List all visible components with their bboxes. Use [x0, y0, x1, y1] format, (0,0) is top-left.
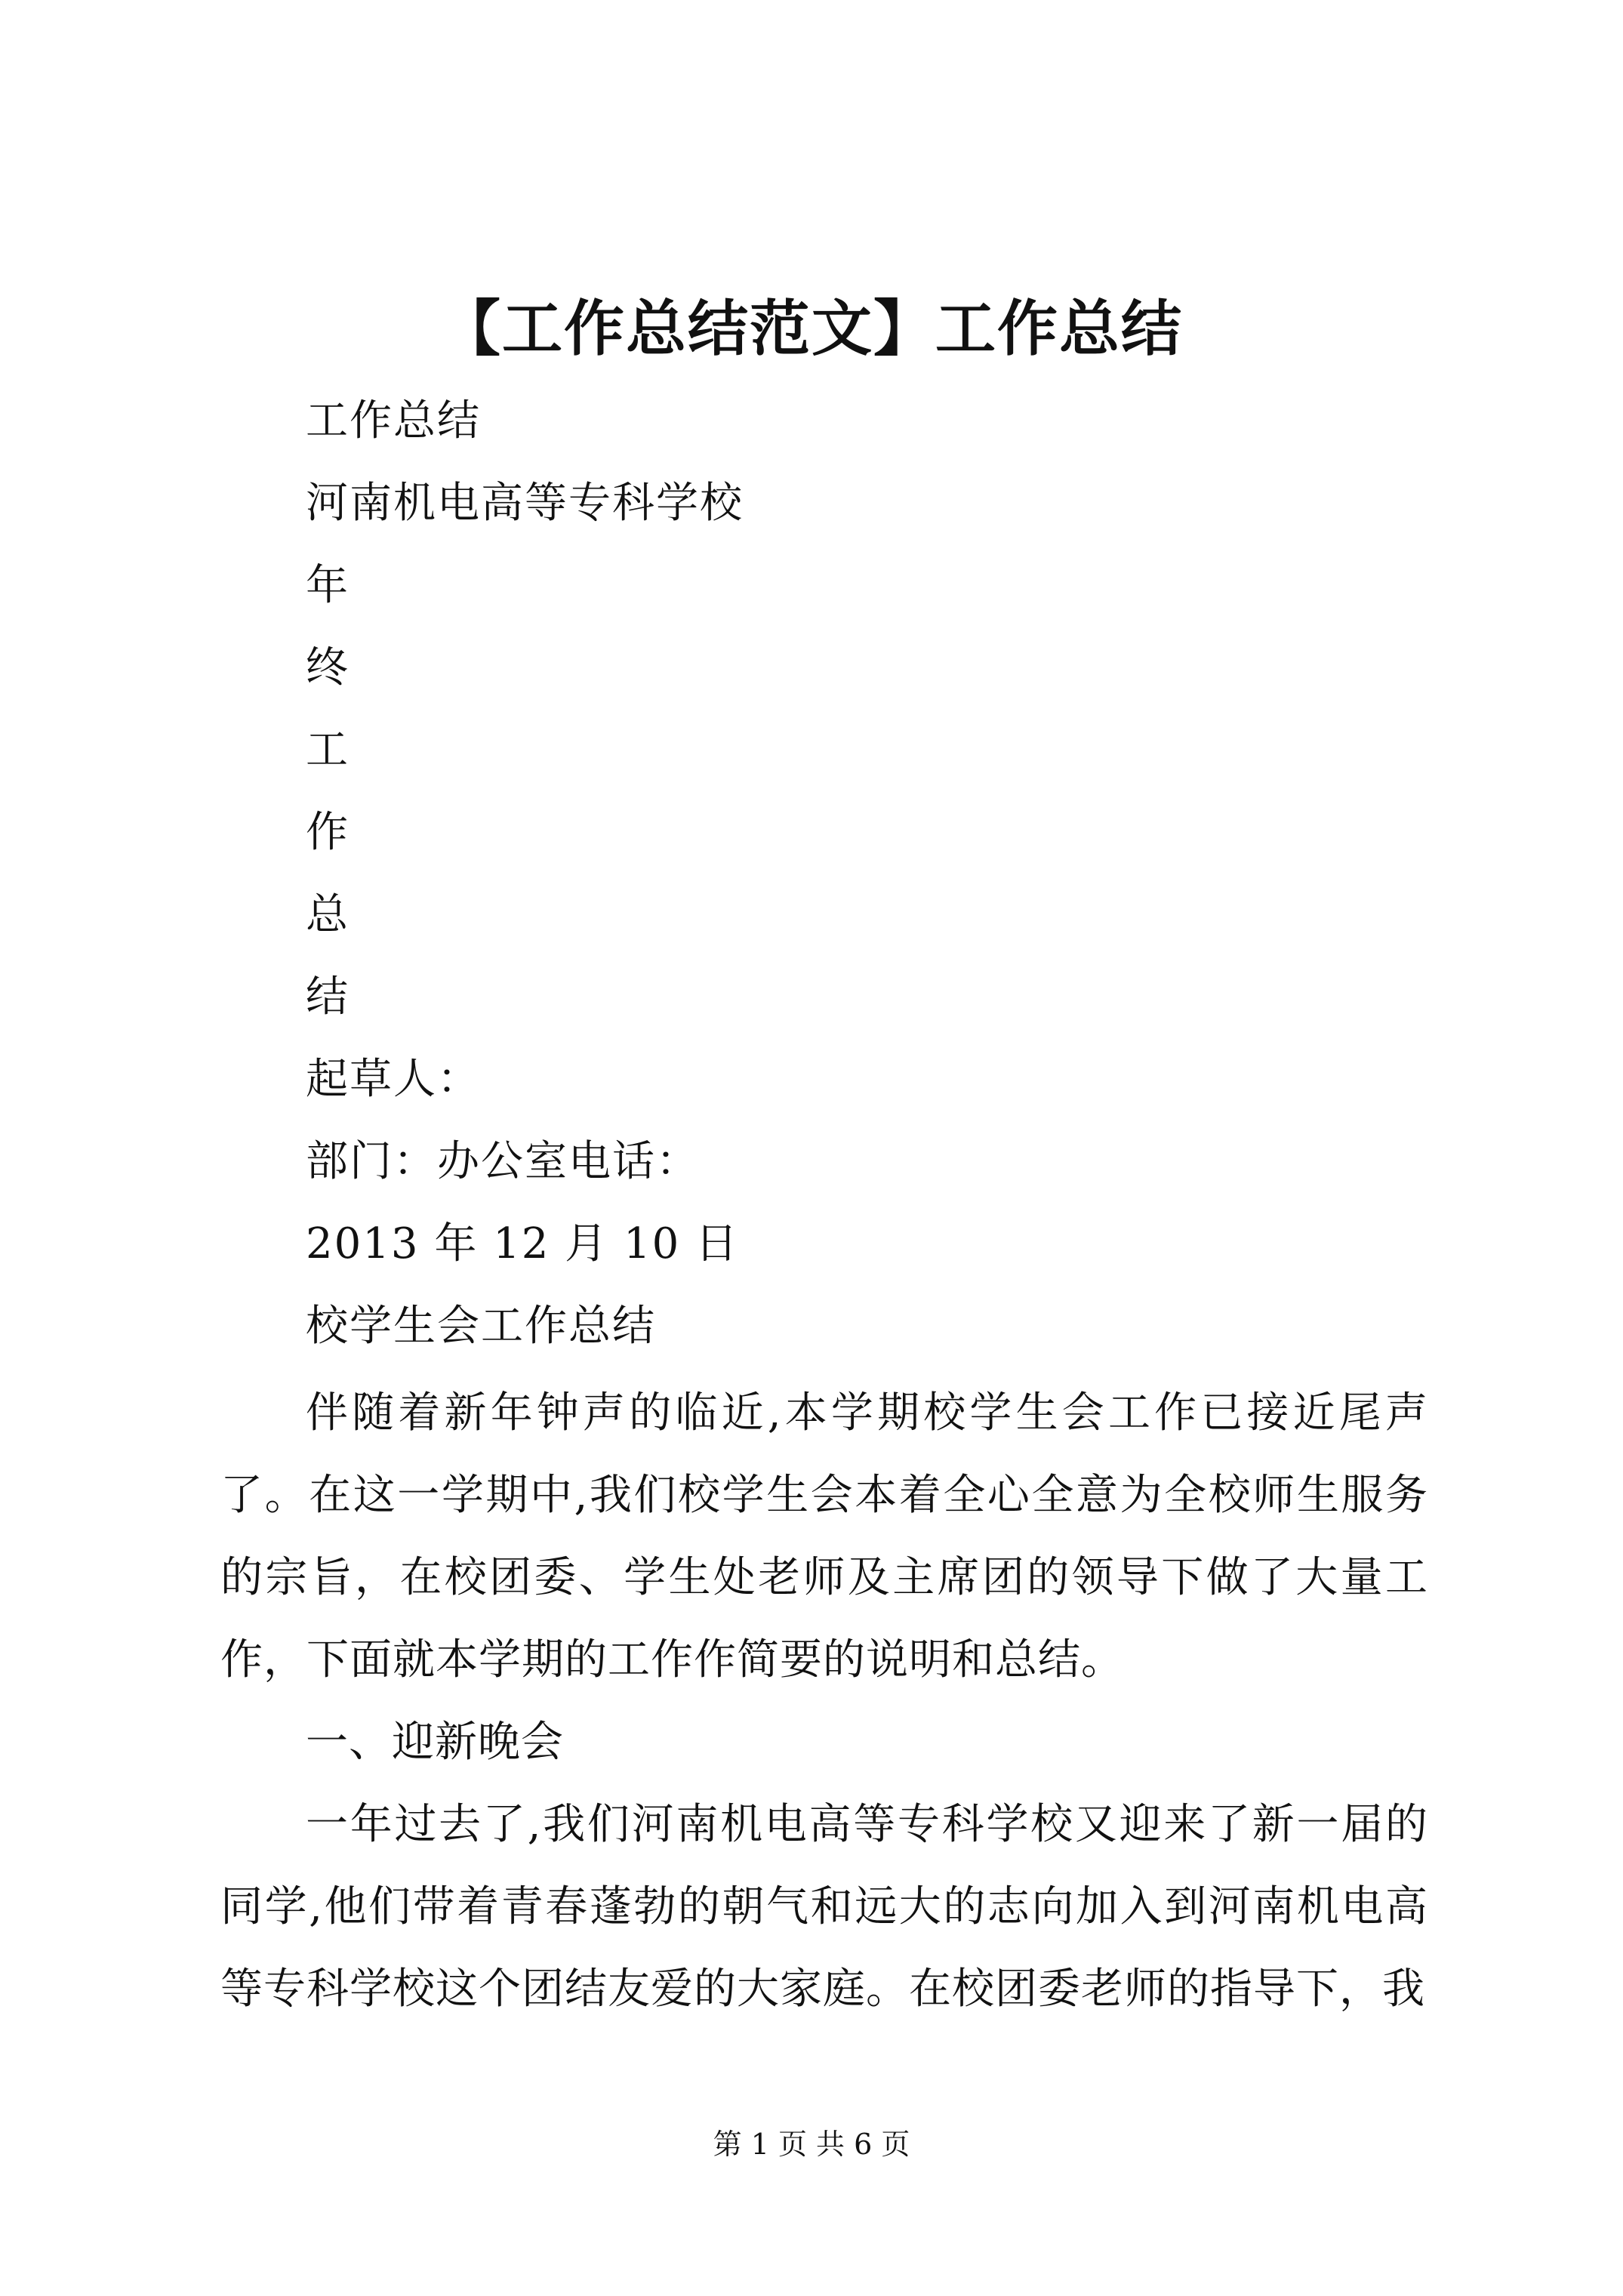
header-line-department-phone: 部门：办公室电话：: [306, 1137, 700, 1186]
body-paragraph-intro: 伴随着新年钟声的临近,本学期校学生会工作已接近尾声了。在这一学期中,我们校学生会本着全心全意为全校师生服务的宗旨，在校团委、学生处老师及主席团的领导下做了大量工作，下面就本学期的工作作简要的说明和总结。: [220, 1388, 1428, 1684]
header-line-student-union-summary: 校学生会工作总结: [306, 1302, 656, 1351]
header-line-char-zuo: 作: [306, 808, 350, 857]
header-line-char-zhong: 终: [306, 643, 350, 692]
header-line-school-name: 河南机电高等专科学校: [306, 479, 744, 528]
header-line-drafter: 起草人：: [306, 1055, 481, 1104]
section-heading-welcome-party: 一、迎新晚会: [306, 1718, 564, 1767]
document-title: 【工作总结范文】工作总结: [440, 293, 1183, 364]
header-line-char-gong: 工: [306, 726, 350, 775]
page-footer: 第 1 页 共 6 页: [713, 2128, 910, 2161]
header-line-char-zong: 总: [306, 890, 350, 939]
header-line-date: 2013 年 12 月 10 日: [306, 1219, 740, 1268]
header-line-work-summary: 工作总结: [306, 396, 481, 445]
header-line-char-jie: 结: [306, 972, 350, 1022]
body-paragraph-welcome-party: 一年过去了,我们河南机电高等专科学校又迎来了新一届的同学,他们带着青春蓬勃的朝气和远大的志向加入到河南机电高等专科学校这个团结友爱的大家庭。在校团委老师的指导下，我: [220, 1800, 1428, 2014]
header-line-char-nian: 年: [306, 561, 350, 610]
